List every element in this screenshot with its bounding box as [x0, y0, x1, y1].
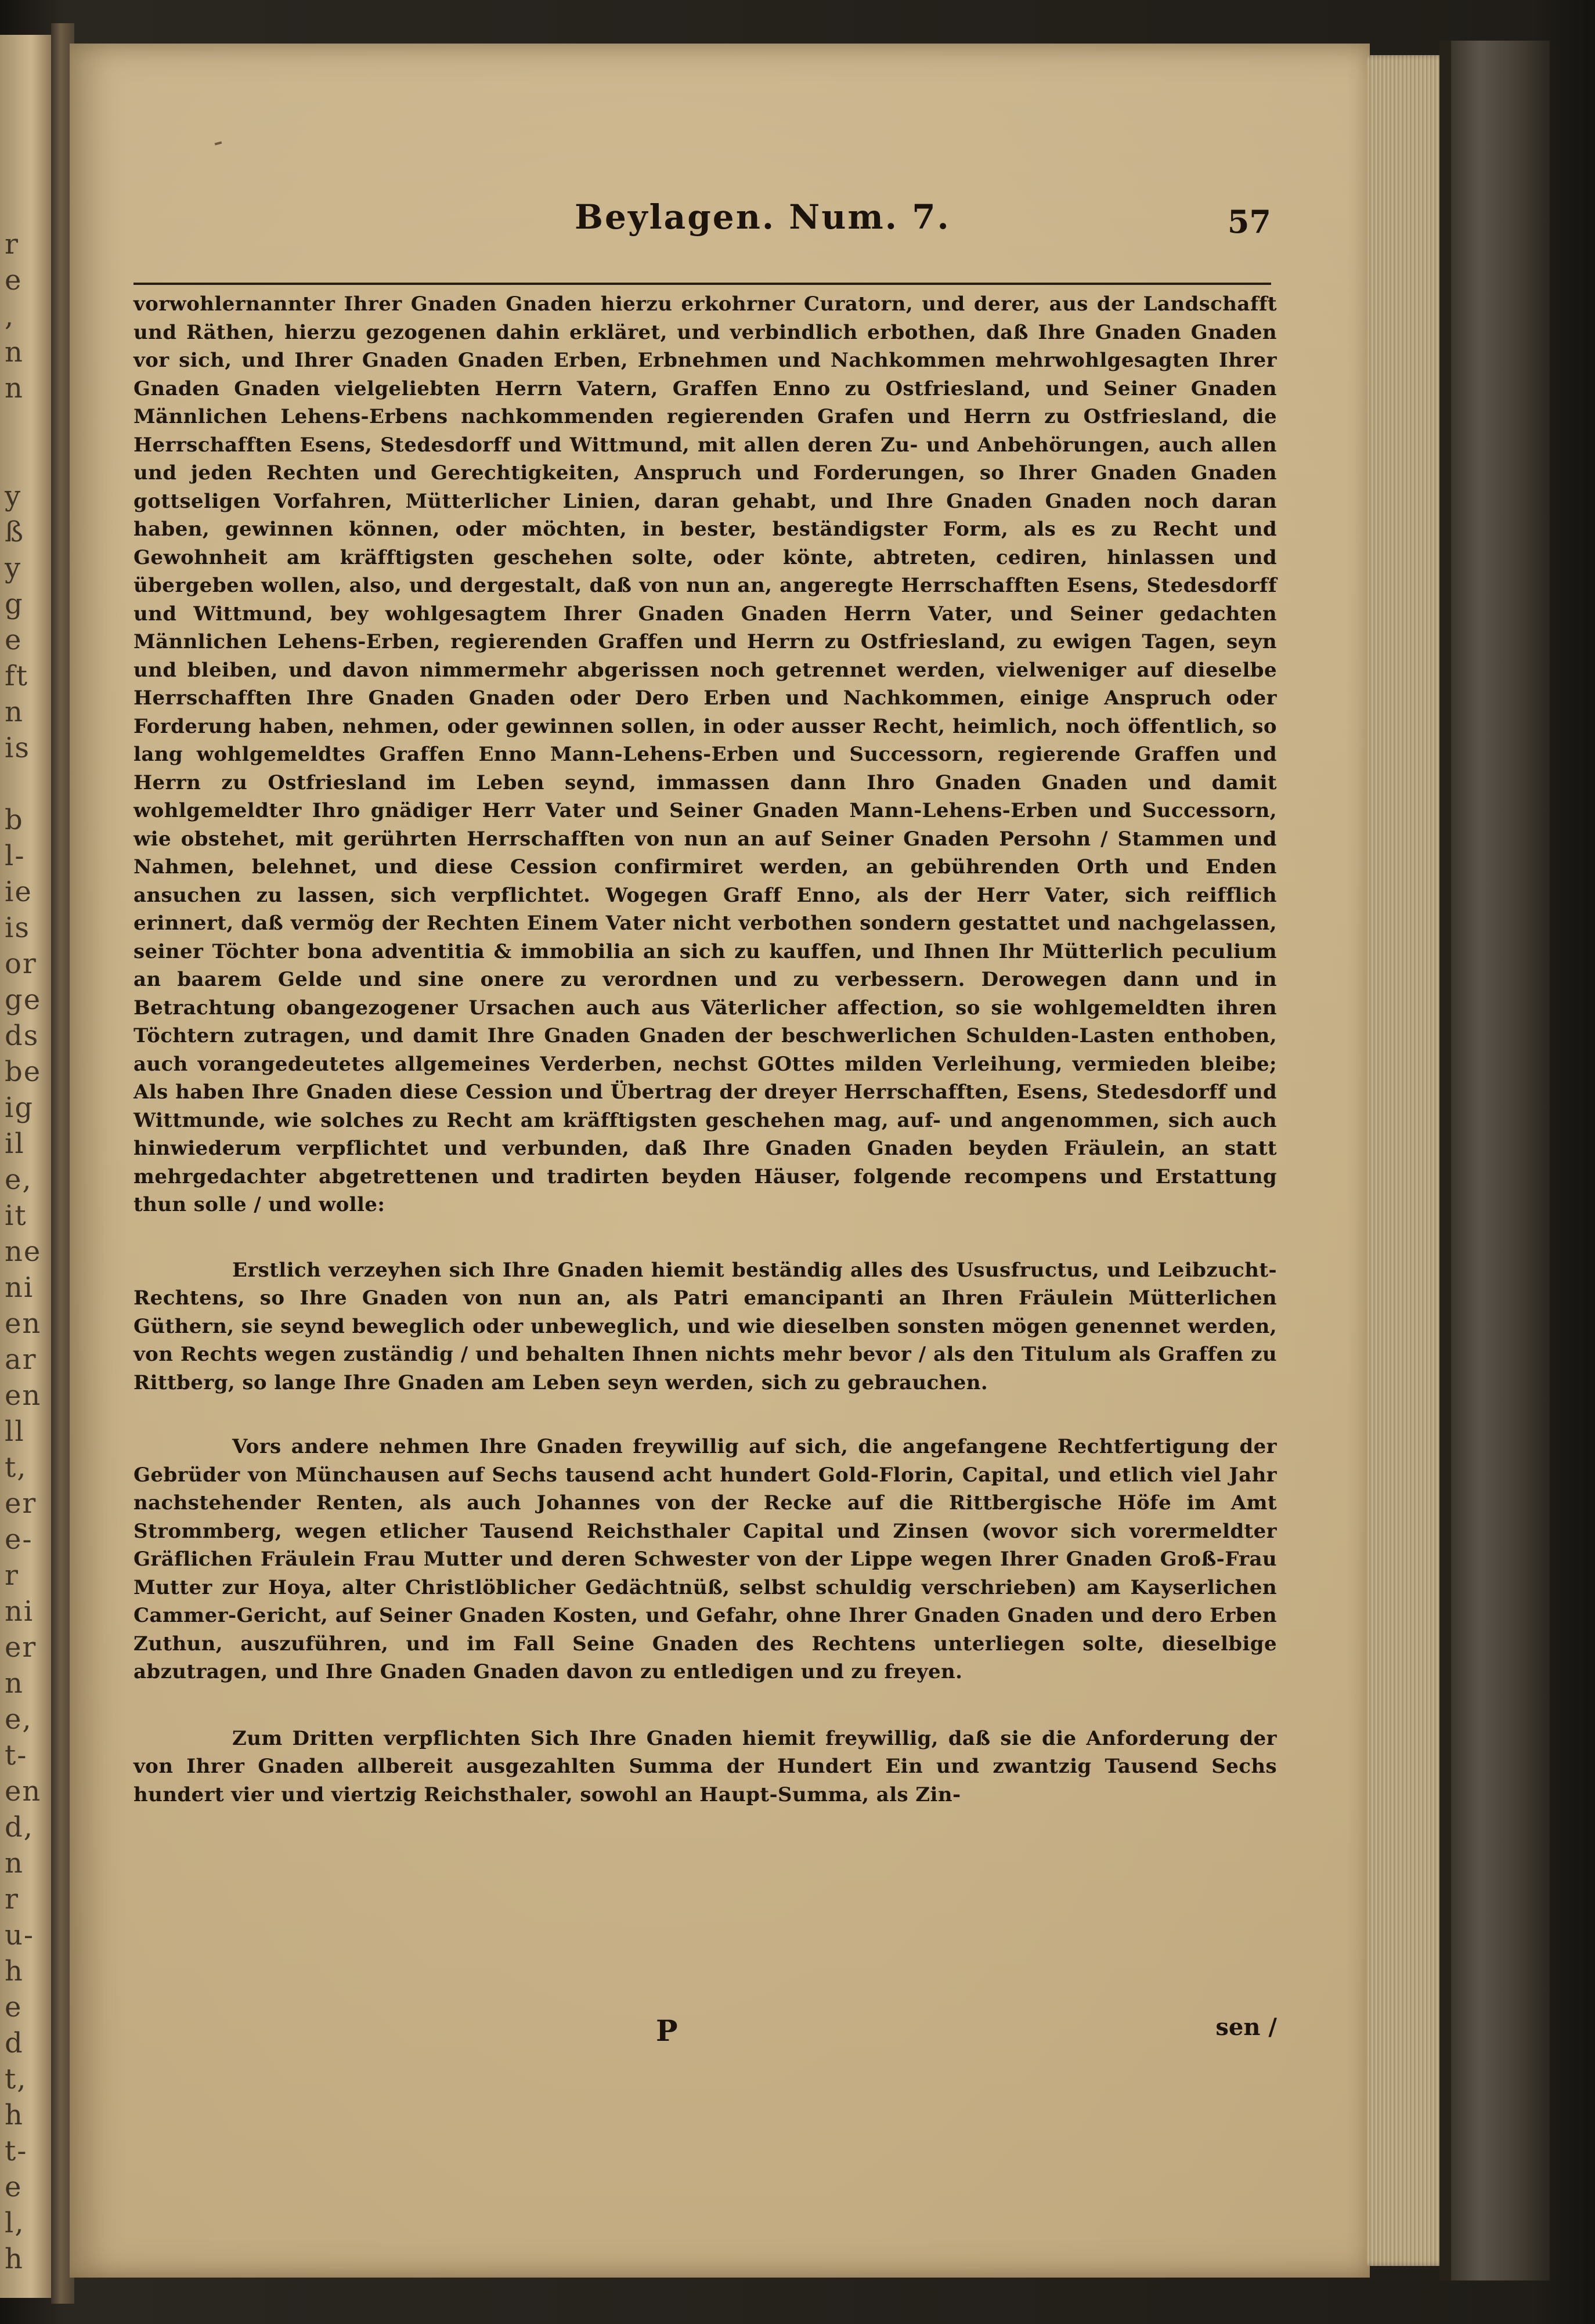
signature-mark: P: [656, 2014, 678, 2048]
facing-page-edge: [0, 35, 52, 2298]
page-number: 57: [1227, 203, 1271, 240]
page-header: [133, 197, 1271, 261]
book-cover: [1451, 41, 1550, 2280]
paragraph-third-article: Zum Dritten verpflichten Sich Ihre Gnaden hiemit freywillig, daß sie die Anforderung der von Ihrer Gnaden allbereit ausgezahlten Summa der Hundert Ein und zwantzig Tausend Sechs hundert vier und viertzig Reichsthaler, sowohl an Haupt-Summa, als Zin-: [133, 1726, 1277, 1806]
catchword: sen /: [1215, 2014, 1277, 2041]
paragraph-first-article: Erstlich verzeyhen sich Ihre Gnaden hiemit beständig alles des Ususfructus, und Leibzucht-Rechtens, so Ihre Gnaden von nun an, als Patri emancipanti an Ihren Fräulein Mütterlichen Güthern, sie seynd beweglich oder unbeweglich, und wie dieselben sonsten mögen genennet werden, von Rechts wegen zuständig / und behalten Ihnen nichts mehr bevor / als den Titulum als Graffen zu Rittberg, so lange Ihre Gnaden am Leben seyn werden, sich zu gebrauchen.: [133, 1258, 1277, 1394]
paragraph-second-article: Vors andere nehmen Ihre Gnaden freywillig auf sich, die angefangene Rechtfertigung der Gebrüder von Münchausen auf Sechs tausend acht hundert Gold-Florin, Capital, und etlich viel Jahr nachstehender Renten, als auch Johannes von der Recke auf die Rittbergische Höfe im Amt Strommberg, wegen etlicher Tausend Reichsthaler Capital und Zinsen (wovor sich vorermeldter Gräflichen Fräulein Frau Mutter und deren Schwester von der Lippe wegen Ihrer Gnaden Groß-Frau Mutter zur Hoya, alter Christlöblicher Gedächtnüß, selbst schuldig verschrieben) am Kayserlichen Cammer-Gericht, auf Seiner Gnaden Kosten, und Gefahr, ohne Ihrer Gnaden Gnaden und dero Erben Zuthun, auszuführen, und im Fall Seine Gnaden des Rechtens unterliegen solte, dieselbige abzutragen, und Ihre Gnaden Gnaden davon zu entledigen und zu freyen.: [133, 1435, 1277, 1683]
book-page: [70, 44, 1370, 2278]
page-body: [133, 290, 1277, 1809]
page-footer: [133, 2014, 1277, 2054]
ink-mark: [215, 142, 222, 146]
header-rule: [133, 283, 1271, 285]
facing-page-letters: r e , n n y ß y g e ft n is b l- ie is or ge ds be ig il e, it ne ni en ar en ll t, er e- r ni er n e, t- en d, n r u- h e d t, h t- e l, h: [5, 228, 42, 2275]
paragraph-continuation: vorwohlernannter Ihrer Gnaden Gnaden hierzu erkohrner Curatorn, und derer, aus der Landschafft und Räthen, hierzu gezogenen dahin erkläret, und verbindlich erbothen, daß Ihre Gnaden Gnaden vor sich, und Ihrer Gnaden Gnaden Erben, Erbnehmen und Nachkommen mehrwohlgesagten Ihrer Gnaden Gnaden vielgeliebten Herrn Vatern, Graffen Enno zu Ostfriesland, und Seiner Gnaden Männlichen Lehens-Erbens nachkommenden regierenden Grafen und Herrn zu Ostfriesland, die Herrschafften Esens, Stedesdorff und Wittmund, mit allen deren Zu- und Anbehörungen, auch allen und jeden Rechten und Gerechtigkeiten, Anspruch und Forderungen, so Ihrer Gnaden Gnaden gottseligen Vorfahren, Mütterlicher Linien, daran gehabt, und Ihre Gnaden Gnaden noch daran haben, gewinnen können, oder möchten, in bester, beständigster Form, als es zu Recht und Gewohnheit am kräfftigsten geschehen solte, oder könte, abtreten, cediren, hinlassen und übergeben wollen, also, und dergestalt, daß von nun an, angeregte Herrschafften Esens, Stedesdorff und Wittmund, bey wohlgesagtem Ihrer Gnaden Gnaden Herrn Vater, und Seiner gedachten Männlichen Lehens-Erben, regierenden Graffen und Herrn zu Ostfriesland, zu ewigen Tagen, seyn und bleiben, und davon nimmermehr abgerissen noch getrennet werden, vielweniger auf dieselbe Herrschafften Ihre Gnaden Gnaden oder Dero Erben und Nachkommen, einige Anspruch oder Forderung haben, nehmen, oder gewinnen sollen, in oder ausser Recht, heimlich, noch öffentlich, so lang wohlgemeldtes Graffen Enno Mann-Lehens-Erben und Successorn, regierende Graffen und Herrn zu Ostfriesland im Leben seynd, immassen dann Ihro Gnaden Gnaden und damit wohlgemeldter Ihro gnädiger Herr Vater und Seiner Gnaden Mann-Lehens-Erben und Successorn, wie obstehet, mit gerührten Herrschafften von nun an auf Seiner Gnaden Persohn / Stammen und Nahmen, belehnet, und diese Cession confirmiret werden, an gebührenden Orth und Enden ansuchen zu lassen, sich verpflichtet. Wogegen Graff Enno, als der Herr Vater, sich reifflich erinnert, daß vermög der Rechten Einem Vater nicht verbothen sondern gestattet und nachgelassen, seiner Töchter bona adventitia & immobilia an sich zu kauffen, und Ihnen Ihr Mütterlich peculium an baarem Gelde und sine onere zu verordnen und zu verbessern. Derowegen dann und in Betrachtung obangezogener Ursachen auch aus Väterlicher affection, so sie wohlgemeldten ihren Töchtern zutragen, und damit Ihre Gnaden Gnaden der beschwerlichen Schulden-Lasten enthoben, auch vorangedeutetes allgemeines Verderben, nechst GOttes milden Verleihung, vermieden bleibe; Als haben Ihre Gnaden diese Cession und Übertrag der dreyer Herrschafften, Esens, Stedesdorff und Wittmunde, wie solches zu Recht am kräfftigsten geschehen mag, auf- und angenommen, sich auch hinwiederum verpflichtet und verbunden, daß Ihre Gnaden Gnaden beyden Fräulein, an statt mehrgedachter abgetrettenen und tradirten beyden Häuser, folgende recompens und Erstattung thun solle / und wolle:: [133, 292, 1277, 1216]
running-head: Beylagen. Num. 7.: [575, 197, 951, 237]
